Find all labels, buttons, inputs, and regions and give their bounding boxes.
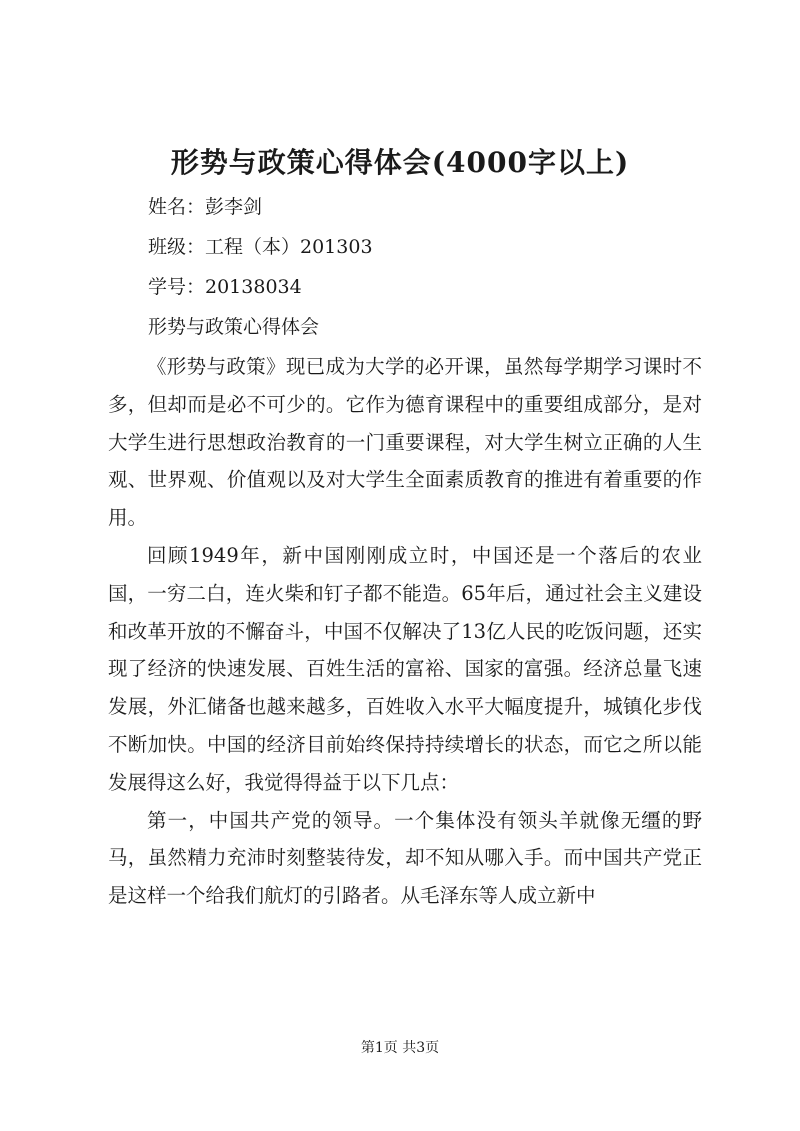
- document-body: [108, 348, 702, 915]
- author-name: 姓名：彭李剑: [148, 196, 263, 218]
- class-info: 班级：工程（本）201303: [148, 236, 373, 258]
- student-id: 学号：20138034: [148, 276, 302, 298]
- page-footer: 第1页 共3页: [360, 1040, 440, 1056]
- section-subtitle: 形势与政策心得体会: [148, 316, 320, 338]
- document-title: 形势与政策心得体会(4000字以上): [170, 146, 630, 179]
- paragraph: 第一，中国共产党的领导。一个集体没有领头羊就像无缰的野马，虽然精力充沛时刻整装待发，却不知从哪入手。而中国共产党正是这样一个给我们航灯的引路者。从毛泽东等人成立新中: [108, 808, 702, 908]
- paragraph: 回顾1949年，新中国刚刚成立时，中国还是一个落后的农业国，一穷二白，连火柴和钉子都不能造。65年后，通过社会主义建设和改革开放的不懈奋斗，中国不仅解决了13亿人民的吃饭问题，还实现了经济的快速发展、百姓生活的富裕、国家的富强。经济总量飞速发展，外汇储备也越来越多，百姓收入水平大幅度提升，城镇化步伐不断加快。中国的经济目前始终保持持续增长的状态，而它之所以能发展得这么好，我觉得得益于以下几点：: [108, 543, 702, 794]
- paragraph: 《形势与政策》现已成为大学的必开课，虽然每学期学习课时不多，但却而是必不可少的。它作为德育课程中的重要组成部分，是对大学生进行思想政治教育的一门重要课程，对大学生树立正确的人生观、世界观、价值观以及对大学生全面素质教育的推进有着重要的作用。: [108, 355, 702, 530]
